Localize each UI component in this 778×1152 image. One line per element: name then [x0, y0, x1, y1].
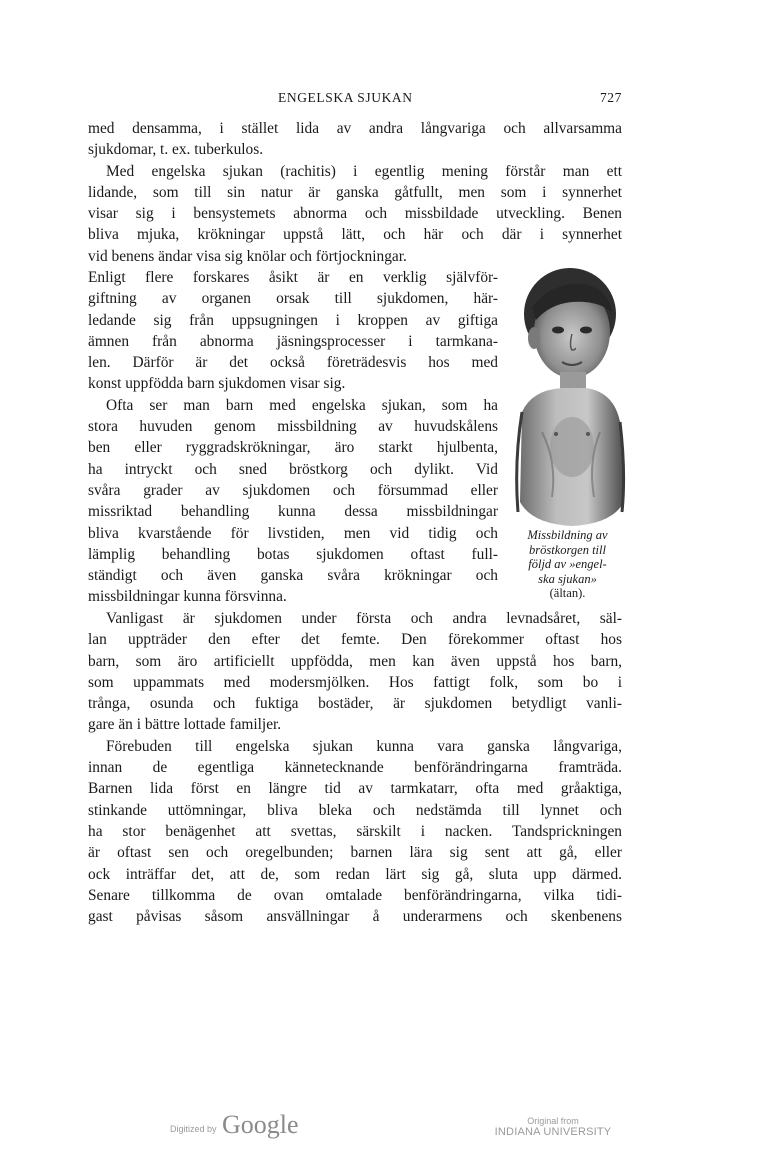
text-line: Senare tillkomma de ovan omtalade benförändringarna, vilka tidi- — [88, 886, 622, 904]
text-line: missbildningar kunna försvinna. — [88, 588, 287, 606]
text-line: med densamma, i stället lida av andra långvariga och allvarsamma — [88, 120, 622, 137]
digitized-by-watermark — [170, 1110, 310, 1144]
digitized-by-label: Digitized by — [170, 1124, 217, 1134]
text-line: ben eller ryggradskrökningar, äro starkt hjulbenta, — [88, 439, 498, 457]
text-line: är oftast sen och oregelbunden; barnen lära sig sent att gå, eller — [88, 844, 622, 862]
text-line: visar sig i bensystemets abnorma och missbildade utveckling. Benen — [88, 205, 622, 223]
text-line: ledande sig från uppsugningen i kroppen av giftiga — [88, 311, 498, 329]
child-photo — [512, 262, 627, 532]
page-number: 727 — [599, 90, 622, 105]
text-line: ha intryckt och sned bröstkorg och dylikt. Vid — [88, 460, 498, 478]
institution-label: INDIANA UNIVERSITY — [494, 1126, 612, 1138]
text-line: ha stor benägenhet att svettas, särskilt i nacken. Tandsprickningen — [88, 822, 622, 840]
text-line: ock inträffar det, att de, som redan lärt sig gå, sluta upp därmed. — [88, 865, 622, 883]
original-from-label: Original from — [527, 1116, 579, 1126]
google-logo: Google — [222, 1110, 299, 1139]
text-line: innan de egentliga kännetecknande benförändringarna framträda. — [88, 759, 622, 777]
caption-line: följd av »engel- — [528, 557, 607, 571]
text-line: stora huvuden genom missbildning av huvudskålens — [88, 418, 498, 436]
text-line: missriktad behandling kunna dessa missbildningar — [88, 503, 498, 521]
text-line: lan uppträder den efter det femte. Den förekommer oftast hos — [88, 631, 622, 649]
caption-line: Missbildning av — [527, 528, 608, 542]
original-from-watermark — [493, 1116, 613, 1138]
text-line: som uppammats med modersmjölken. Hos fattigt folk, som bo i — [88, 673, 622, 691]
text-line: svåra grader av sjukdomen och försummad eller — [88, 481, 498, 499]
text-line: trånga, osunda och fuktiga bostäder, är sjukdomen betydligt vanli- — [88, 695, 622, 713]
text-line: giftning av organen orsak till sjukdomen, här- — [88, 290, 498, 308]
text-line: lidande, som till sin natur är ganska gåtfullt, men som i synnerhet — [88, 183, 622, 201]
text-line: sjukdomar, t. ex. tuberkulos. — [88, 141, 264, 159]
text-line: vid benens ändar visa sig knölar och förtjockningar. — [88, 247, 407, 265]
text-line: stinkande uttömningar, bliva bleka och nedstämda till lynnet och — [88, 801, 622, 819]
text-line: barn, som äro artificiellt uppfödda, men kan även uppstå hos barn, — [88, 652, 622, 670]
text-line: Enligt flere forskares åsikt är en verklig självför- — [88, 269, 498, 286]
text-line: bliva mjuka, krökningar uppstå lätt, och här och där i synnerhet — [88, 226, 622, 244]
text-line: bliva kvarstående för livstiden, men vid tidig och — [88, 524, 498, 542]
body-text-top — [88, 118, 622, 267]
figure-caption — [505, 528, 630, 601]
caption-line: bröstkorgen till — [529, 542, 606, 557]
text-line: gare än i bättre lottade familjer. — [88, 716, 282, 734]
text-line: ständigt och även ganska svåra krökningar och — [88, 567, 498, 585]
text-line: konst uppfödda barn sjukdomen visar sig. — [88, 375, 346, 393]
text-line: Barnen lida först en längre tid av tarmkatarr, ofta med gråaktiga, — [88, 780, 622, 798]
text-line: Ofta ser man barn med engelska sjukan, som ha — [106, 396, 498, 414]
caption-note: (ältan). — [549, 586, 586, 600]
caption-line: ska sjukan» — [538, 571, 597, 586]
body-text-bottom — [88, 608, 622, 927]
text-line: gast påvisas såsom ansvällningar å underarmens och skenbenens — [88, 908, 622, 926]
text-line: ämnen från abnorma jäsningsprocesser i tarmkana- — [88, 332, 498, 350]
text-line: len. Därför är det också företrädesvis hos med — [88, 354, 498, 372]
text-line: Med engelska sjukan (rachitis) i egentlig mening förstår man ett — [106, 162, 622, 180]
chapter-title: ENGELSKA SJUKAN — [278, 90, 413, 105]
running-header — [88, 90, 622, 110]
body-text-wrapped — [88, 267, 498, 608]
child-photo-illustration — [512, 262, 627, 532]
text-line: Vanligast är sjukdomen under första och andra levnadsåret, säl- — [106, 610, 622, 627]
text-line: Förebuden till engelska sjukan kunna vara ganska långvariga, — [106, 737, 622, 755]
text-line: lämplig behandling botas sjukdomen oftast full- — [88, 545, 498, 563]
